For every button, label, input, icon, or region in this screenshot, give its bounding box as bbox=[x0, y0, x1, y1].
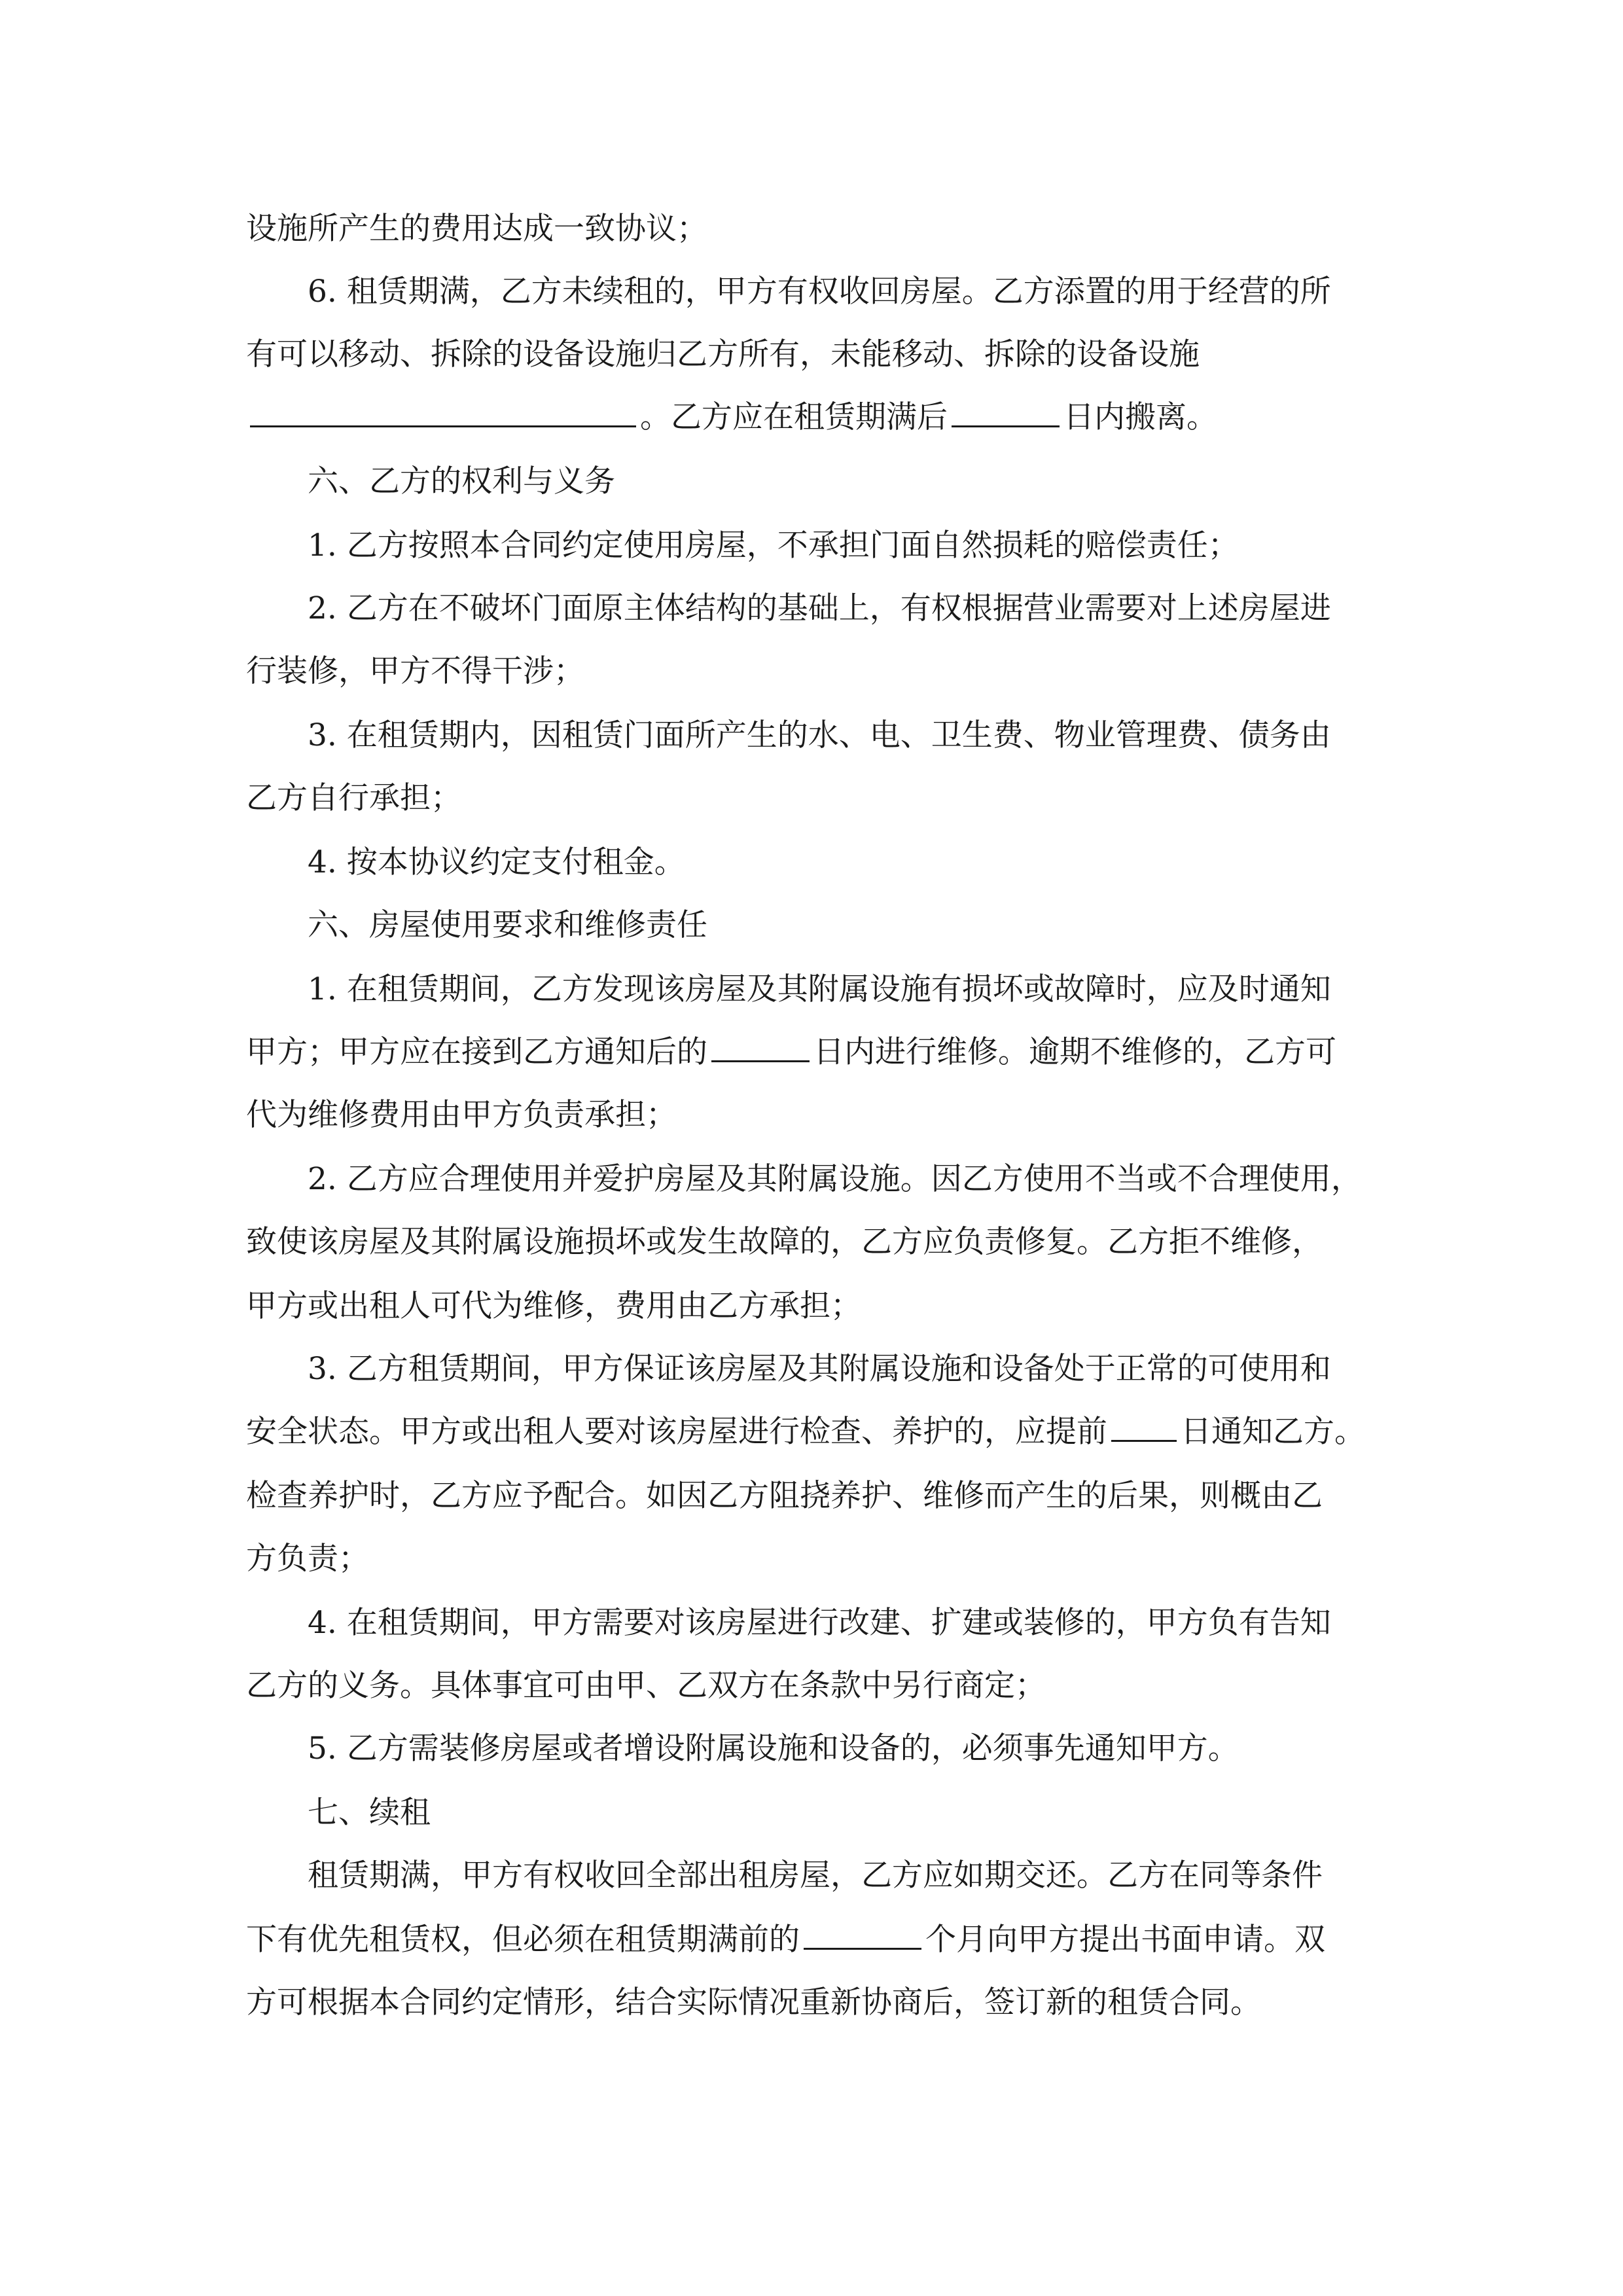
text-line-content: 乙方的义务。具体事宜可由甲、乙双方在条款中另行商定； bbox=[246, 1668, 1046, 1704]
text-line bbox=[246, 386, 1217, 449]
text-line-content: 2. 乙方应合理使用并爱护房屋及其附属设施。因乙方使用不当或不合理使用， bbox=[308, 1161, 1362, 1197]
text-line-content: 2. 乙方在不破坏门面原主体结构的基础上，有权根据营业需要对上述房屋进 bbox=[308, 590, 1331, 626]
text-line-content: 致使该房屋及其附属设施损坏或发生故障的，乙方应负责修复。乙方拒不维修， bbox=[246, 1224, 1323, 1260]
text-line bbox=[246, 1401, 1365, 1463]
text-line-content: 代为维修费用由甲方负责承担； bbox=[246, 1097, 677, 1133]
text-line bbox=[246, 1909, 1325, 1971]
text-line-content: 六、房屋使用要求和维修责任 bbox=[308, 907, 707, 943]
text-line-content: 4. 按本协议约定支付租金。 bbox=[308, 844, 685, 880]
text-line-content: 3. 在租赁期内，因租赁门面所产生的水、电、卫生费、物业管理费、债务由 bbox=[308, 717, 1331, 753]
text-line-content: 5. 乙方需装修房屋或者增设附属设施和设备的，必须事先通知甲方。 bbox=[308, 1731, 1239, 1767]
fill-in-blank bbox=[1111, 1402, 1177, 1442]
text-fragment: 甲方；甲方应在接到乙方通知后的 bbox=[246, 1034, 707, 1070]
text-line-content: 六、乙方的权利与义务 bbox=[308, 463, 615, 499]
text-line-content: 甲方或出租人可代为维修，费用由乙方承担； bbox=[246, 1288, 861, 1324]
text-line-content: 1. 在租赁期间，乙方发现该房屋及其附属设施有损坏或故障时，应及时通知 bbox=[308, 971, 1331, 1007]
text-line-content: 3. 乙方租赁期间，甲方保证该房屋及其附属设施和设备处于正常的可使用和 bbox=[308, 1351, 1331, 1387]
text-line-content: 设施所产生的费用达成一致协议； bbox=[246, 211, 707, 247]
text-line-content: 方负责； bbox=[246, 1541, 369, 1577]
text-line-content: 4. 在租赁期间，甲方需要对该房屋进行改建、扩建或装修的，甲方负有告知 bbox=[308, 1605, 1331, 1641]
text-fragment: 日通知乙方。 bbox=[1181, 1414, 1365, 1450]
text-fragment: 日内搬离。 bbox=[1063, 399, 1217, 435]
text-line-content: 行装修，甲方不得干涉； bbox=[246, 653, 584, 689]
text-line-content: 检查养护时，乙方应予配合。如因乙方阻挠养护、维修而产生的后果，则概由乙 bbox=[246, 1478, 1323, 1514]
fill-in-blank bbox=[952, 387, 1060, 427]
text-line-content: 乙方自行承担； bbox=[246, 780, 461, 816]
fill-in-blank bbox=[804, 1910, 921, 1950]
text-fragment: 日内进行维修。逾期不维修的，乙方可 bbox=[813, 1034, 1336, 1070]
text-line-content: 6. 租赁期满，乙方未续租的，甲方有权收回房屋。乙方添置的用于经营的所 bbox=[308, 274, 1331, 310]
text-fragment: 下有优先租赁权，但必须在租赁期满前的 bbox=[246, 1922, 800, 1958]
text-line-content: 有可以移动、拆除的设备设施归乙方所有，未能移动、拆除的设备设施 bbox=[246, 336, 1200, 372]
text-line-content: 1. 乙方按照本合同约定使用房屋，不承担门面自然损耗的赔偿责任； bbox=[308, 528, 1239, 564]
fill-in-blank bbox=[250, 387, 636, 427]
text-fragment: 安全状态。甲方或出租人要对该房屋进行检查、养护的，应提前 bbox=[246, 1414, 1107, 1450]
text-line-content: 七、续租 bbox=[308, 1795, 431, 1831]
text-line-content: 租赁期满，甲方有权收回全部出租房屋，乙方应如期交还。乙方在同等条件 bbox=[308, 1857, 1323, 1893]
text-fragment: 个月向甲方提出书面申请。双 bbox=[925, 1922, 1325, 1958]
text-fragment: 。乙方应在租赁期满后 bbox=[640, 399, 948, 435]
text-line bbox=[246, 1021, 1336, 1084]
fill-in-blank bbox=[711, 1022, 810, 1062]
text-line-content: 方可根据本合同约定情形，结合实际情况重新协商后，签订新的租赁合同。 bbox=[246, 1984, 1261, 2020]
